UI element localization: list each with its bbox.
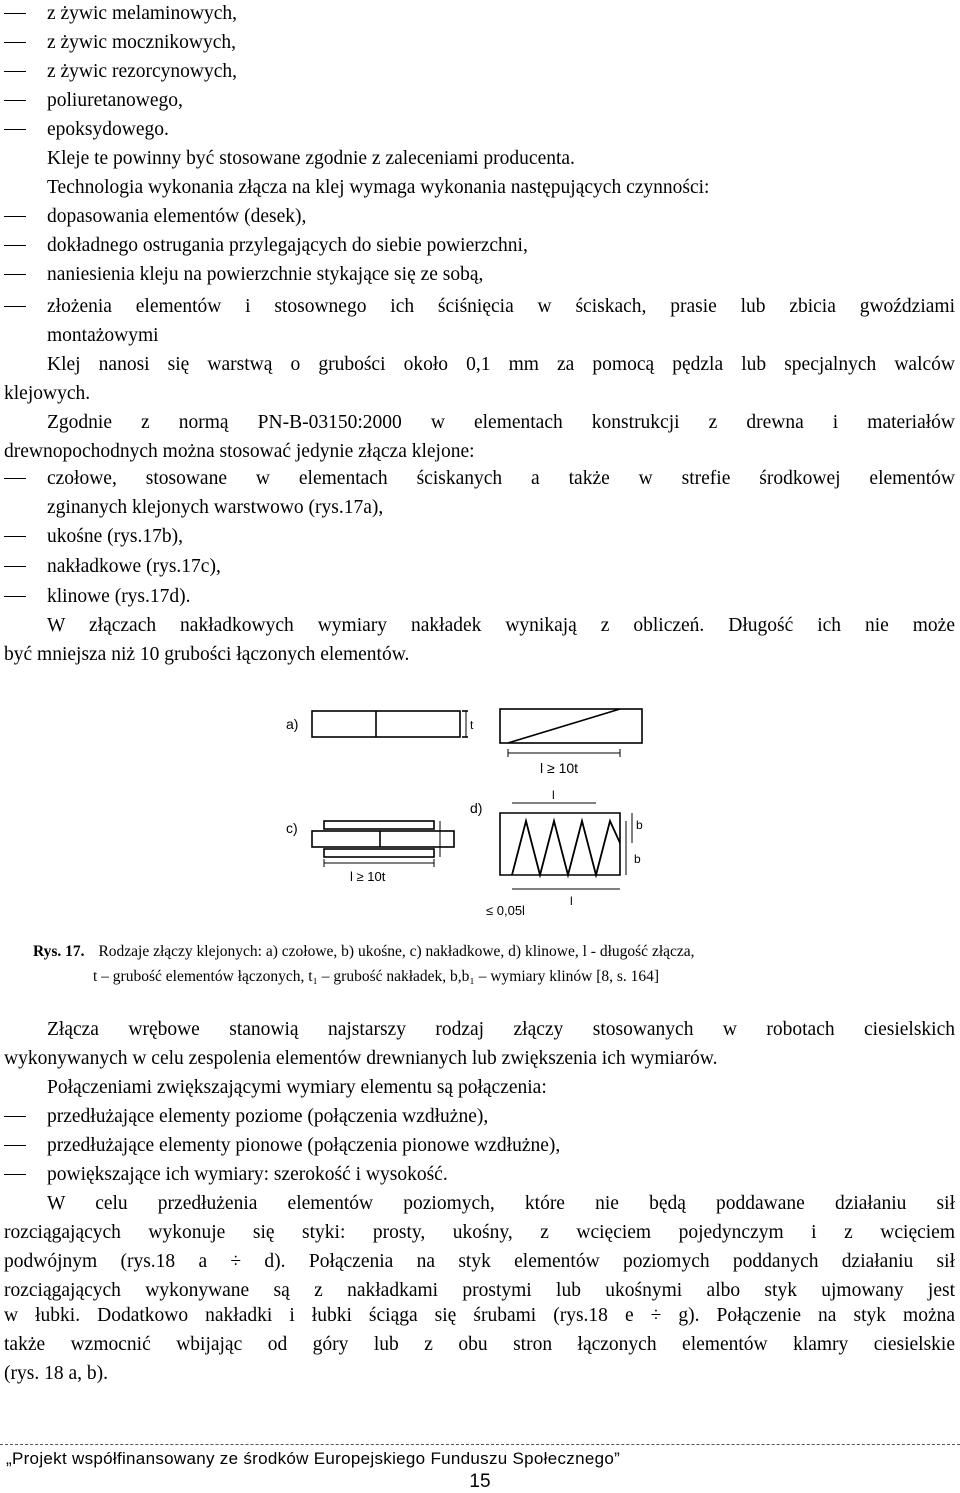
list-item: przedłużające elementy pionowe (połączenia pionowe wzdłużne), — [47, 1135, 561, 1156]
lap-plate-bottom — [324, 849, 434, 857]
butt-joint-element — [312, 711, 460, 737]
paragraph-line: (rys. 18 a, b). — [4, 1363, 108, 1384]
list-item: epoksydowego. — [47, 119, 169, 140]
label-d: d) — [470, 800, 483, 816]
label-t: t — [470, 718, 474, 732]
figure-rys17 — [280, 693, 660, 923]
paragraph-line: rozciągających wykonywane są z nakładkami prostymi lub ukośnymi albo styk ujmowany jest — [4, 1280, 955, 1301]
list-item: naniesienia kleju na powierzchnie stykające się ze sobą, — [47, 264, 484, 285]
list-item: poliuretanowego, — [47, 90, 183, 111]
dash-icon — [4, 245, 26, 246]
list-item: nakładkowe (rys.17c), — [47, 556, 221, 577]
list-item-continuation: zginanych klejonych warstwowo (rys.17a), — [47, 497, 384, 518]
dash-icon — [4, 274, 26, 275]
dash-icon — [4, 536, 26, 537]
label-l-bottom: l — [570, 894, 573, 908]
paragraph-klej-cont: klejowych. — [4, 383, 91, 404]
dash-icon — [4, 71, 26, 72]
paragraph-line: także wzmocnić wbijając od góry lub z obu stron łączonych elementów klamry ciesielskie — [4, 1334, 955, 1355]
paragraph-line: rozciągających wykonuje się styki: prosty, ukośny, z wcięciem pojedynczym i z wcięciem — [4, 1222, 955, 1243]
footer-divider — [0, 1444, 960, 1445]
label-c: c) — [286, 820, 298, 836]
label-l-top: l — [552, 788, 555, 802]
figure-caption — [33, 944, 695, 960]
paragraph-line: W celu przedłużenia elementów poziomych, które nie będą poddawane działaniu sił — [47, 1193, 955, 1214]
paragraph-norma: Zgodnie z normą PN-B-03150:2000 w elementach konstrukcji z drewna i materiałów — [47, 412, 955, 433]
dash-icon — [4, 42, 26, 43]
dash-icon — [4, 478, 26, 479]
caption-label: Rys. 17. — [33, 943, 85, 960]
dash-icon — [4, 1145, 26, 1146]
paragraph-norma-cont: drewnopochodnych można stosować jedynie złącza klejone: — [4, 441, 475, 462]
dash-icon — [4, 596, 26, 597]
list-item: czołowe, stosowane w elementach ściskanych a także w strefie środkowej elementów — [47, 468, 955, 489]
page-number: 15 — [469, 1471, 491, 1492]
dash-icon — [4, 216, 26, 217]
caption-text-cont: t – grubość elementów łączonych, t₁ – grubość nakładek, b,b₁ – wymiary klinów [8, s. 164] — [93, 968, 660, 985]
dash-icon — [4, 1174, 26, 1175]
list-item: przedłużające elementy poziome (połączenia wzdłużne), — [47, 1106, 489, 1127]
footer-text: „Projekt współfinansowany ze środków Europejskiego Funduszu Społecznego” — [6, 1449, 621, 1468]
dash-icon — [4, 1116, 26, 1117]
label-a: a) — [286, 716, 299, 732]
paragraph-line: w łubki. Dodatkowo nakładki i łubki ściąga się śrubami (rys.18 e ÷ g). Połączenie na styk można — [4, 1305, 955, 1326]
paragraph-wrebowe-cont: wykonywanych w celu zespolenia elementów drewnianych lub zwiększenia ich wymiarów. — [4, 1048, 718, 1069]
list-item: z żywic melaminowych, — [47, 3, 238, 24]
list-item: klinowe (rys.17d). — [47, 586, 191, 607]
dash-icon — [4, 129, 26, 130]
label-005l: ≤ 0,05l — [486, 903, 525, 918]
list-item: z żywic mocznikowych, — [47, 32, 236, 53]
paragraph-polaczenia: Połączeniami zwiększającymi wymiary elementu są połączenia: — [47, 1077, 547, 1098]
caption-text: Rodzaje złączy klejonych: a) czołowe, b) ukośne, c) nakładkowe, d) klinowe, l - długość złącza, — [98, 943, 695, 960]
paragraph-klej: Klej nanosi się warstwą o grubości około 0,1 mm za pomocą pędzla lub specjalnych walców — [47, 354, 955, 375]
list-item-continuation: montażowymi — [47, 325, 159, 346]
list-item: złożenia elementów i stosownego ich ściśnięcia w ściskach, prasie lub zbicia gwoździami — [47, 296, 955, 317]
paragraph-kleje: Kleje te powinny być stosowane zgodnie z zaleceniami producenta. — [47, 148, 575, 169]
label-b1: b — [636, 818, 643, 832]
paragraph-zlacza-cont: być mniejsza niż 10 grubości łączonych elementów. — [4, 644, 410, 665]
lap-plate-top — [324, 821, 434, 829]
paragraph-zlacza: W złączach nakładkowych wymiary nakładek wynikają z obliczeń. Długość ich nie może — [47, 615, 955, 636]
paragraph-line: podwójnym (rys.18 a ÷ d). Połączenia na styk elementów poziomych poddanych działaniu sił — [4, 1251, 955, 1272]
label-l-10t: l ≥ 10t — [540, 760, 579, 776]
paragraph-wrebowe: Złącza wrębowe stanowią najstarszy rodzaj złączy stosowanych w robotach ciesielskich — [47, 1019, 955, 1040]
dash-icon — [4, 13, 26, 14]
list-item: z żywic rezorcynowych, — [47, 61, 238, 82]
list-item: dokładnego ostrugania przylegających do siebie powierzchni, — [47, 235, 528, 256]
dash-icon — [4, 100, 26, 101]
scarf-joint-element — [500, 709, 642, 743]
label-b: b — [634, 852, 641, 866]
dash-icon — [4, 306, 26, 307]
list-item: ukośne (rys.17b), — [47, 526, 183, 547]
list-item: dopasowania elementów (desek), — [47, 206, 307, 227]
label-l-10t-c: l ≥ 10t — [350, 869, 386, 884]
lap-joint-element — [312, 831, 454, 847]
dash-icon — [4, 566, 26, 567]
paragraph-technologia: Technologia wykonania złącza na klej wymaga wykonania następujących czynności: — [47, 177, 710, 198]
list-item: powiększające ich wymiary: szerokość i wysokość. — [47, 1164, 448, 1185]
